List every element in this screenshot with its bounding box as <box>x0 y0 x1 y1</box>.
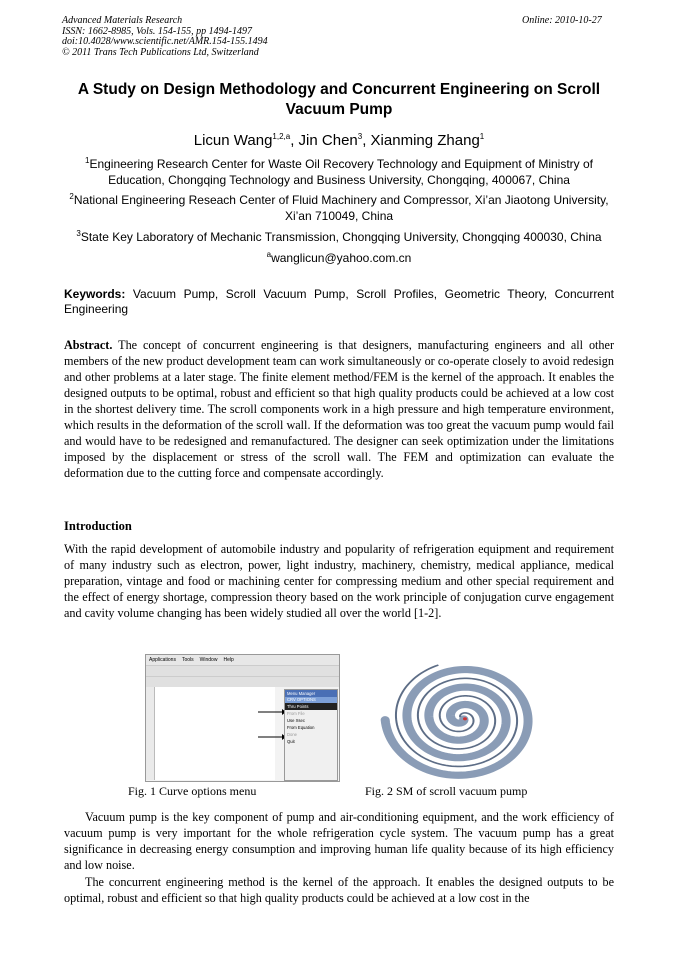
author-name: Jin Chen <box>298 132 358 149</box>
menu-option: Done <box>287 732 298 737</box>
affiliation-sup: a <box>266 250 272 259</box>
paper-title: A Study on Design Methodology and Concurrent Engineering on Scroll Vacuum Pump <box>77 81 601 118</box>
menu-manager-subtitle: CRV OPTIONS <box>285 697 337 703</box>
journal-name: Advanced Materials Research <box>62 15 183 26</box>
abstract <box>64 337 614 481</box>
affiliation-sup: 3 <box>76 229 81 238</box>
doi-line: doi:10.4028/www.scientific.net/AMR.154-155.1494 <box>62 36 268 47</box>
menu-manager-title: Menu Manager <box>285 690 337 697</box>
affiliation-sup: 2 <box>69 192 74 201</box>
fig1-menu-item: Applications <box>149 657 176 663</box>
abstract-text: The concept of concurrent engineering is that designers, manufacturing engineers and all other members of the new product development team can work simultaneously or co-operate closely to avoid redesign and other problems at a later stage. The finite element method/FEM is the kernel of the approach. It enables the designed outputs to be optimal, robust and efficient so that high quality products could be achieved at a low cost in the shortest delivery time. The scroll components work in a high pressure and high temperature environment, which results in the deformation of the scroll wall. If the deformation was too great the vacuum pump would fail and would have to be redesigned and remanufactured. The designer can seek optimization under the limitations imposed by the displacement or stress of the scroll wall. The FEM and optimization can evaluate the deformation due to the cutting force and compensate accordingly. <box>64 338 614 480</box>
fig1-menu-item: Tools <box>181 657 194 663</box>
author-sup: 1,2,a <box>272 132 291 141</box>
menu-option: Thru Points <box>285 703 337 710</box>
menu-manager-panel <box>284 689 338 781</box>
email-line <box>62 251 616 267</box>
issn-line: ISSN: 1662-8985, Vols. 154-155, pp 1494-1497 <box>62 25 252 37</box>
author-list <box>62 132 616 149</box>
affiliation-text: Engineering Research Center for Waste Oil Recovery Technology and Equipment of Ministry of Education, Chongqing Technology and Business University, Chongqing, 400067, China <box>89 157 594 187</box>
intro-paragraph-2: Vacuum pump is the key component of pump and air-conditioning equipment, and the work efficiency of vacuum pump is very important for the whole refrigeration cycle system. The vacuum pump has a great significance in decreasing energy consumption and improving human life quality because of its high efficiency and low noise. <box>64 810 614 872</box>
figure-1-screenshot <box>145 654 340 782</box>
affiliation-text: State Key Laboratory of Mechanic Transmission, Chongqing University, Chongqing 400030, China <box>80 230 602 244</box>
affiliation-2 <box>62 193 616 224</box>
section-heading-introduction: Introduction <box>64 519 132 533</box>
author-sep: , <box>290 132 299 149</box>
figure-2-scroll <box>378 650 548 780</box>
affiliation-sup: 1 <box>84 156 90 165</box>
scroll-center-mark <box>463 717 467 720</box>
author-sup: 3 <box>357 132 363 141</box>
author-sep: , <box>362 132 371 149</box>
online-date: Online: 2010-10-27 <box>522 15 602 26</box>
email-address[interactable]: wanglicun@yahoo.com.cn <box>271 251 412 265</box>
journal-header <box>62 16 268 58</box>
abstract-label: Abstract. <box>64 338 113 352</box>
keywords-label: Keywords: <box>64 287 126 301</box>
author-name: Licun Wang <box>193 132 273 149</box>
intro-paragraph-1: With the rapid development of automobile industry and popularity of refrigeration equipment and requirement of many industry such as electron, power, light industry, machinery, chemistry, medical appliance, medical preparation, vintage and food or machining center for compressing medium and other special requirement and the effect of energy shortage, compression theory based on the work principle of conjugation curve engagement and cavity volume changing has been widely studied all over the world [1-2]. <box>64 542 614 620</box>
author-name: Xianming Zhang <box>370 132 480 149</box>
fig1-menu-item: Help <box>223 657 234 663</box>
affiliation-1 <box>62 157 616 188</box>
menu-option: From Equation <box>287 725 315 730</box>
affiliation-text: National Engineering Reseach Center of Fluid Machinery and Compressor, Xi’an Jiaotong University, Xi’an 710049, China <box>73 193 609 223</box>
affiliation-3 <box>62 230 616 246</box>
figure-2-caption: Fig. 2 SM of scroll vacuum pump <box>365 784 528 798</box>
fig1-menu-item: Window <box>199 657 218 663</box>
menu-option: Quit <box>287 739 295 744</box>
author-sup: 1 <box>479 132 485 141</box>
figure-1-caption: Fig. 1 Curve options menu <box>128 784 257 798</box>
menu-option: Use Xsec <box>287 718 305 723</box>
copyright-line: © 2011 Trans Tech Publications Ltd, Switzerland <box>62 46 259 58</box>
menu-option: From File <box>287 711 305 716</box>
keywords <box>64 287 614 317</box>
intro-paragraph-3: The concurrent engineering method is the kernel of the approach. It enables the designed outputs to be optimal, robust and efficient so that high quality products could be achieved at a low cost in the <box>64 875 614 905</box>
keywords-text: Vacuum Pump, Scroll Vacuum Pump, Scroll Profiles, Geometric Theory, Concurrent Engineering <box>64 287 614 316</box>
